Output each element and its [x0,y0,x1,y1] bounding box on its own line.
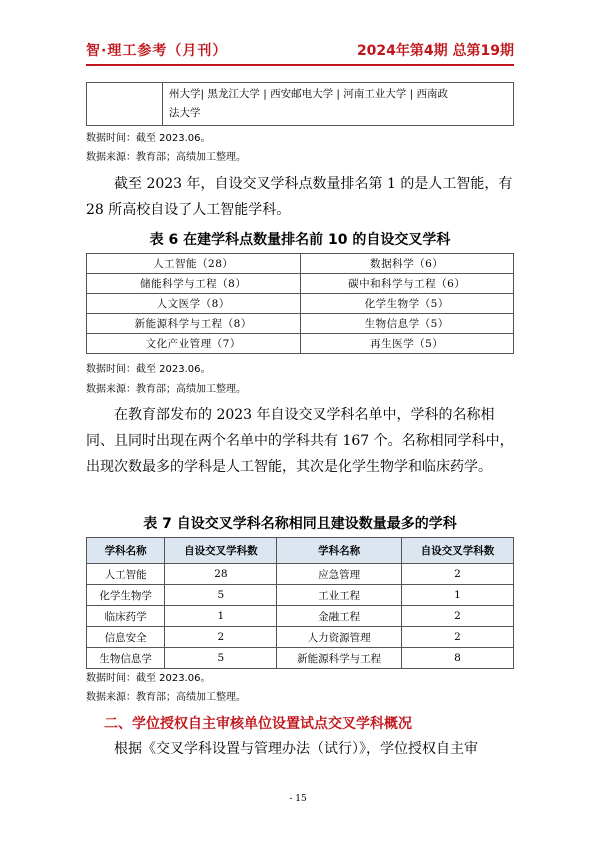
table-row [87,648,514,669]
table-cell: 临床药学 [87,606,165,627]
table-row [87,585,514,606]
table-cell: 新能源科学与工程（8） [87,314,301,334]
data-source-note: 数据来源：教育部；高绩加工整理。 [86,692,246,703]
table7 [86,537,514,669]
table-cell: 数据科学（6） [300,254,514,274]
paragraph: 根据《交叉学科设置与管理办法（试行）》，学位授权自主审 [114,741,478,757]
table-cell: 生物信息学（5） [300,314,514,334]
section-heading: 二、学位授权自主审核单位设置试点交叉学科概况 [104,716,412,732]
table-cell: 1 [401,585,513,606]
paragraph: 截至 2023 年，自设交叉学科点数量排名第 1 的是人工智能，有 28 所高校自设了人工智能学科。 [86,176,513,218]
page-number: - 15 [289,794,307,804]
table-cell: 再生医学（5） [300,334,514,354]
table6 [86,253,514,354]
table-cell: 人力资源管理 [277,627,402,648]
table-cell: 化学生物学（5） [300,294,514,314]
table-cell: 金融工程 [277,606,402,627]
table-cell: 28 [165,564,277,585]
table-cell: 5 [165,648,277,669]
column-header: 自设交叉学科数 [165,538,277,564]
table-cell: 1 [165,606,277,627]
header-divider [86,64,514,66]
continued-table [86,82,514,126]
column-header: 学科名称 [87,538,165,564]
table-cell: 人工智能 [87,564,165,585]
table-cell: 2 [401,627,513,648]
table-cell: 2 [401,606,513,627]
table-cell: 8 [401,648,513,669]
table-header-row [87,538,514,564]
table-cell: 碳中和科学与工程（6） [300,274,514,294]
table-cell: 信息安全 [87,627,165,648]
page-header [86,40,514,62]
column-header: 学科名称 [277,538,402,564]
table-cell: 人文医学（8） [87,294,301,314]
table-row [87,314,514,334]
table-row [87,83,514,126]
table-cell: 人工智能（28） [87,254,301,274]
paragraph: 在教育部发布的 2023 年自设交叉学科名单中，学科的名称相同、且同时出现在两个名单中的学科共有 167 个。名称相同学科中，出现次数最多的学科是人工智能，其次是化学生物学和临床药学。 [86,407,514,475]
university-list-line: 法大学 [169,107,201,119]
table-row [87,334,514,354]
journal-title: 智·理工参考（月刊） [86,43,228,59]
table-row [87,606,514,627]
table-cell [163,83,514,126]
issue-info: 2024年第4期 总第19期 [356,43,514,59]
table-cell: 储能科学与工程（8） [87,274,301,294]
column-header: 自设交叉学科数 [401,538,513,564]
data-source-note: 数据来源：教育部；高绩加工整理。 [86,384,246,395]
table-cell: 5 [165,585,277,606]
table-row [87,294,514,314]
table-cell: 化学生物学 [87,585,165,606]
table-cell: 工业工程 [277,585,402,606]
table7-caption: 表 7 自设交叉学科名称相同且建设数量最多的学科 [143,516,457,532]
table-row [87,254,514,274]
table-cell: 文化产业管理（7） [87,334,301,354]
table-row [87,564,514,585]
table-cell: 2 [401,564,513,585]
data-time-note: 数据时间：截至 2023.06。 [86,364,211,375]
table-cell [87,83,163,126]
data-time-note: 数据时间：截至 2023.06。 [86,673,211,684]
university-list-line: 州大学| 黑龙江大学 | 西安邮电大学 | 河南工业大学 | 西南政 [169,88,449,100]
table-cell: 生物信息学 [87,648,165,669]
table-cell: 新能源科学与工程 [277,648,402,669]
table-row [87,627,514,648]
data-source-note: 数据来源：教育部；高绩加工整理。 [86,152,246,163]
table-cell: 2 [165,627,277,648]
table6-caption: 表 6 在建学科点数量排名前 10 的自设交叉学科 [149,232,451,248]
table-row [87,274,514,294]
table-cell: 应急管理 [277,564,402,585]
data-time-note: 数据时间：截至 2023.06。 [86,133,211,144]
